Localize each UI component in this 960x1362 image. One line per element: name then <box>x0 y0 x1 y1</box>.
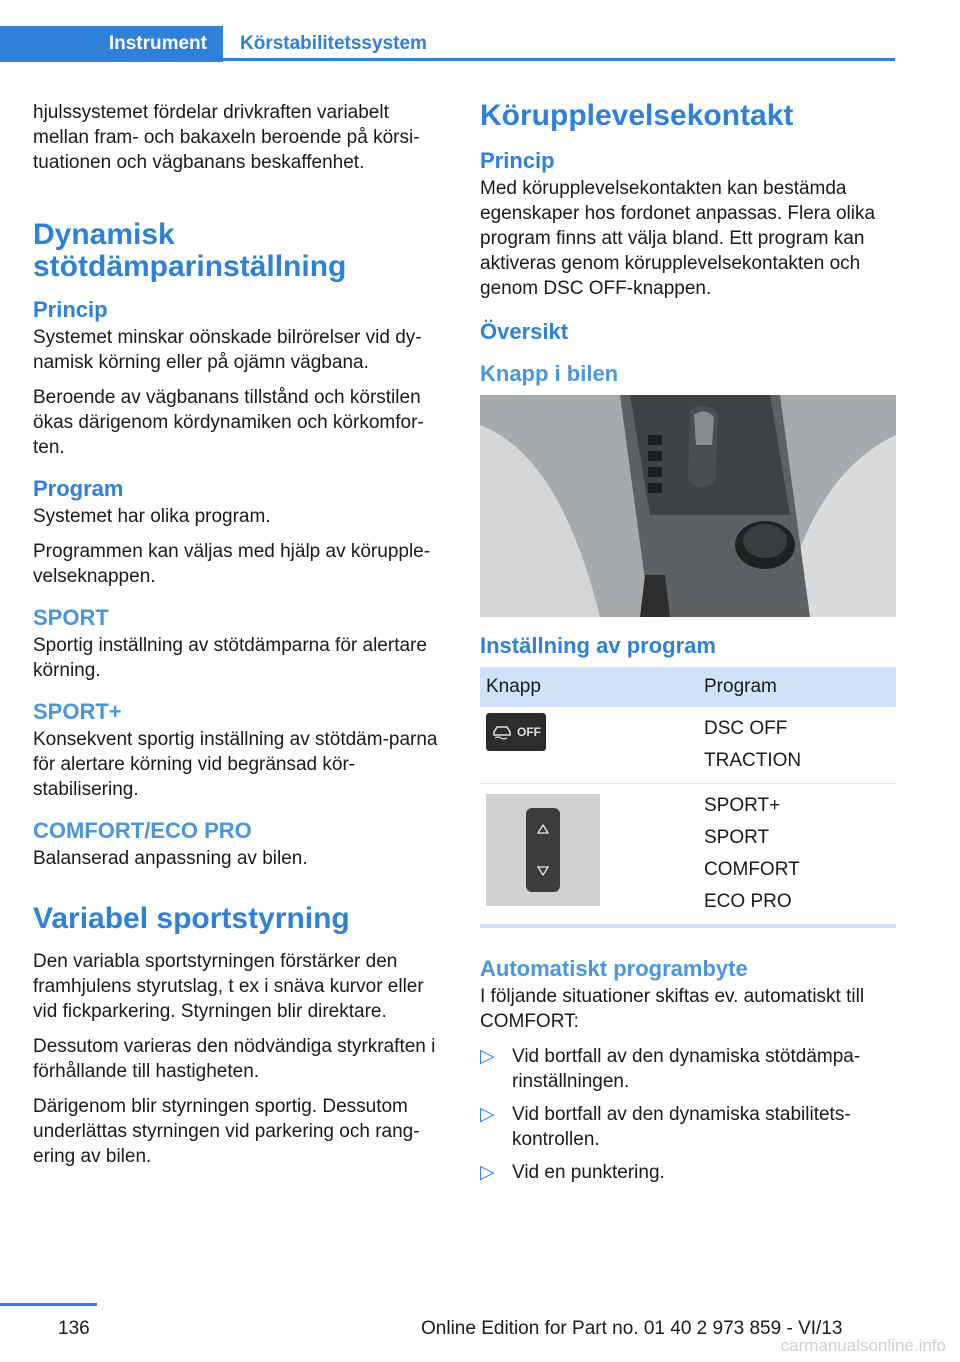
heading-princip: Princip <box>480 148 555 173</box>
program-item: TRACTION <box>704 750 802 771</box>
heading-program: Program <box>33 476 124 501</box>
paragraph: Konsekvent sportig inställning av stötdäm-parna för alertare körning vid begränsad kör-stabilisering. <box>33 729 438 800</box>
paragraph: Beroende av vägbanans tillstånd och körstilen ökas därigenom kördynamiken och körkomfor-ten. <box>33 387 424 458</box>
table-header-row <box>480 667 896 707</box>
off-label: OFF <box>517 725 541 739</box>
paragraph: Dessutom varieras den nödvändiga styrkraften i förhållande till hastigheten. <box>33 1036 436 1082</box>
paragraph: Med körupplevelsekontakten kan bestämda egenskaper hos fordonet anpassas. Flera olika program finns att välja bland. Ett program kan aktiveras genom körupplevelsekontakten och genom DSC OFF-knappen. <box>480 178 876 299</box>
heading-installning-av-program: Inställning av program <box>480 633 716 658</box>
table-row <box>480 707 896 784</box>
bullet-triangle-icon: ▷ <box>480 1162 495 1183</box>
table-row <box>480 784 896 927</box>
program-cell <box>698 707 896 784</box>
column-header-knapp: Knapp <box>480 667 698 707</box>
list-item-text: Vid bortfall av den dynamiska stötdämpa-rinställningen. <box>512 1046 861 1092</box>
program-item: COMFORT <box>704 859 800 880</box>
car-interior-illustration <box>480 395 896 617</box>
left-column <box>33 100 449 1179</box>
tab-instrument[interactable]: Instrument <box>0 26 223 62</box>
section-title-variabel-sportstyrning: Variabel sportstyrning <box>33 902 350 935</box>
bullet-triangle-icon: ▷ <box>480 1104 495 1125</box>
heading-oversikt: Översikt <box>480 319 569 344</box>
program-cell <box>698 784 896 927</box>
paragraph: Systemet har olika program. <box>33 506 271 527</box>
button-cell <box>480 784 698 927</box>
triangle-down-icon <box>537 866 549 876</box>
header-rule <box>223 58 895 61</box>
heading-princip: Princip <box>33 297 108 322</box>
right-column <box>480 100 896 1193</box>
program-item: ECO PRO <box>704 891 792 912</box>
online-edition-text: Online Edition for Part no. 01 40 2 973 859 - VI/13 <box>421 1318 843 1339</box>
paragraph: Programmen kan väljas med hjälp av körupple-velseknappen. <box>33 541 431 587</box>
list-item-text: Vid bortfall av den dynamiska stabilitets-kontrollen. <box>512 1104 851 1150</box>
program-table <box>480 667 896 928</box>
column-header-program: Program <box>698 667 896 707</box>
footer-rule <box>0 1303 97 1306</box>
driving-experience-switch-icon <box>486 794 600 906</box>
paragraph: I följande situationer skiftas ev. automatiskt till COMFORT: <box>480 986 865 1032</box>
intro-paragraph: hjulssystemet fördelar drivkraften variabelt mellan fram- och bakaxeln beroende på körsi-tuationen och vägbanans beskaffenhet. <box>33 102 420 173</box>
section-title-korupplevelsekontakt: Körupplevelsekontakt <box>480 99 794 132</box>
heading-knapp-i-bilen: Knapp i bilen <box>480 361 619 386</box>
triangle-up-icon <box>537 824 549 834</box>
bullet-triangle-icon: ▷ <box>480 1046 495 1067</box>
watermark: carmanualsonline.info <box>780 1336 946 1355</box>
program-item: SPORT+ <box>704 795 781 816</box>
page-number: 136 <box>58 1318 90 1339</box>
paragraph: Systemet minskar oönskade bilrörelser vid dy-namisk körning eller på ojämn vägbana. <box>33 327 422 373</box>
list-item <box>480 1160 896 1185</box>
skid-car-icon <box>491 723 513 741</box>
paragraph: Balanserad anpassning av bilen. <box>33 848 308 869</box>
list-item <box>480 1044 896 1094</box>
paragraph: Därigenom blir styrningen sportig. Dessutom underlättas styrningen vid parkering och rang-ering av bilen. <box>33 1096 420 1167</box>
heading-automatiskt-programbyte: Automatiskt programbyte <box>480 956 748 981</box>
section-title-dynamisk: Dynamisk stötdämparinställning <box>33 218 347 283</box>
list-item-text: Vid en punktering. <box>512 1162 665 1183</box>
page-header <box>0 0 895 66</box>
program-item: SPORT <box>704 827 770 848</box>
heading-sport-plus: SPORT+ <box>33 699 122 724</box>
paragraph: Den variabla sportstyrningen förstärker den framhjulens styrutslag, t ex i snäva kurvor eller vid fickparkering. Styrningen blir direktare. <box>33 951 424 1022</box>
list-item <box>480 1102 896 1152</box>
paragraph: Sportig inställning av stötdämparna för alertare körning. <box>33 635 427 681</box>
dsc-off-button-icon <box>486 713 546 751</box>
button-cell <box>480 707 698 784</box>
heading-sport: SPORT <box>33 605 109 630</box>
car-interior-photo <box>480 395 896 617</box>
heading-comfort-eco-pro: COMFORT/ECO PRO <box>33 818 252 843</box>
tab-korstabilitetssystem[interactable]: Körstabilitetssystem <box>240 33 427 54</box>
program-item: DSC OFF <box>704 718 788 739</box>
